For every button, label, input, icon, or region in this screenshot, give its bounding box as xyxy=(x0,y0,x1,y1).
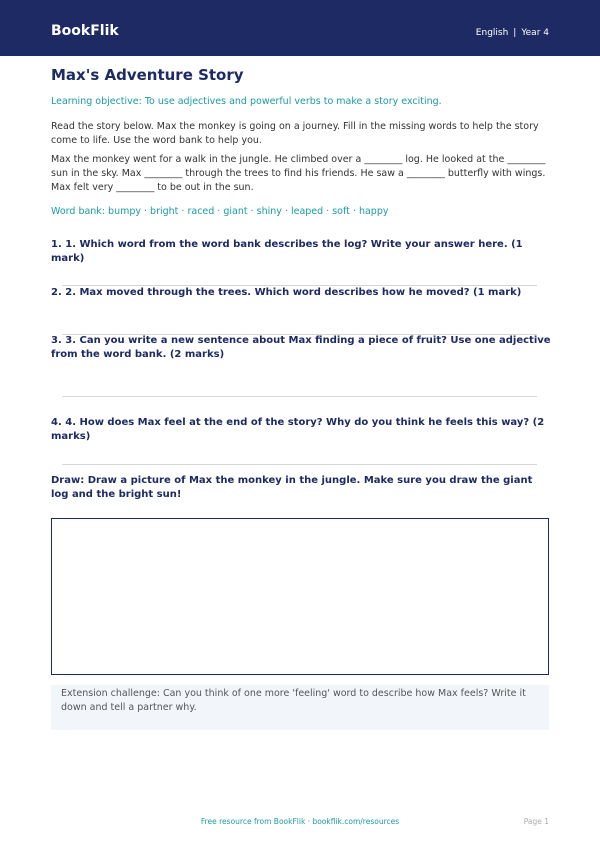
instructions-text: Read the story below. Max the monkey is going on a journey. Fill in the missing words to help the story come to life. Use the word bank to help you. xyxy=(51,121,539,146)
drawing-area[interactable] xyxy=(51,518,549,675)
page-title: Max's Adventure Story xyxy=(51,66,244,84)
question-4: 4. 4. How does Max feel at the end of the story? Why do you think he feels this way? (2 marks) xyxy=(51,417,545,442)
page-number: Page 1 xyxy=(523,817,549,826)
question-2: 2. 2. Max moved through the trees. Which word describes how he moved? (1 mark) xyxy=(51,287,522,298)
footer-source-link[interactable]: Free resource from BookFlik · bookflik.com/resources xyxy=(200,817,400,826)
brand-logo[interactable]: BookFlik xyxy=(51,23,119,39)
answer-line-4[interactable] xyxy=(62,464,537,465)
subject-label: English xyxy=(475,28,509,38)
answer-line-3[interactable] xyxy=(62,396,537,397)
extension-challenge xyxy=(51,685,549,730)
extension-text: Extension challenge: Can you think of one more 'feeling' word to describe how Max feels? Write it down and tell a partner why. xyxy=(61,688,526,713)
page-header xyxy=(0,0,600,56)
question-1: 1. 1. Which word from the word bank describes the log? Write your answer here. (1 mark) xyxy=(51,239,523,264)
draw-task: Draw: Draw a picture of Max the monkey in the jungle. Make sure you draw the giant log and the bright sun! xyxy=(51,475,533,500)
header-meta xyxy=(476,27,549,39)
question-3: 3. 3. Can you write a new sentence about Max finding a piece of fruit? Use one adjective from the word bank. (2 marks) xyxy=(51,335,551,360)
learning-objective: Learning objective: To use adjectives and powerful verbs to make a story exciting. xyxy=(51,96,442,107)
year-label: Year 4 xyxy=(521,28,549,38)
header-separator: | xyxy=(513,28,517,38)
word-bank: Word bank: bumpy · bright · raced · giant · shiny · leaped · soft · happy xyxy=(51,206,389,217)
story-text: Max the monkey went for a walk in the jungle. He climbed over a ________ log. He looked at the ________ sun in the sky. Max ________ through the trees to find his friends. He saw a ________ butterfly with wings. Max felt very ________ to be out in the sun. xyxy=(51,154,546,193)
